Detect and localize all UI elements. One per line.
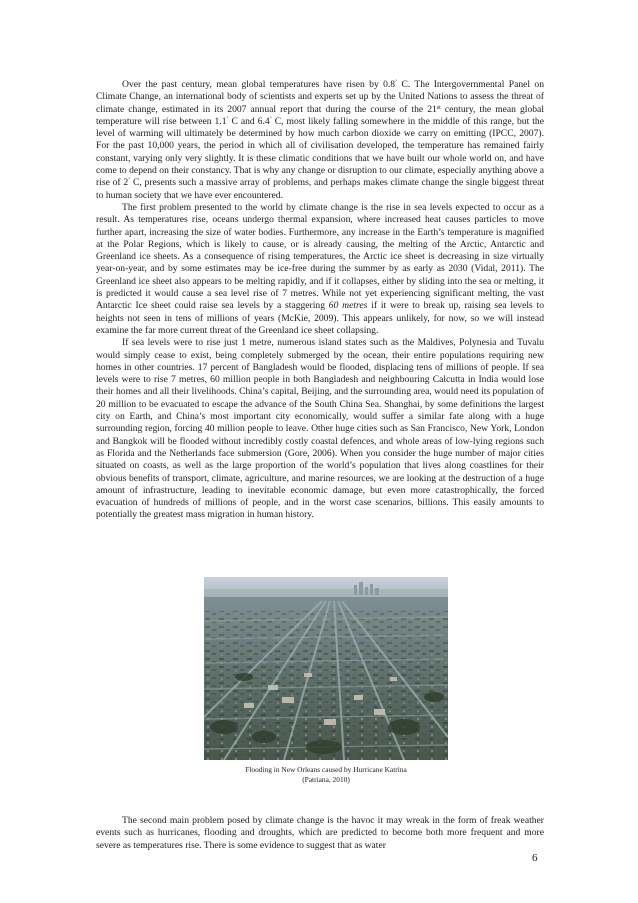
figure-caption	[200, 765, 452, 785]
page-number: 6	[532, 852, 538, 864]
body-text-top	[96, 79, 544, 522]
text-run: The first problem presented to the world by climate change is the rise in sea levels expected to occur as a result. As temperatures rise, oceans undergo thermal expansion, where increased heat causes particles to move further apart, increasing the size of water bodies. Furthermore, any increase in the Earth’s temperature is magnified at the Polar Regions, which is likely to cause, or is already causing, the melting of the Arctic, Antarctic and Greenland ice sheets. As a consequence of rising temperatures, the Arctic ice sheet is decreasing in size virtually year-on-year, and by some estimates may be ice-free during the summer by as early as 2030 (Vidal, 2011). The Greenland ice sheet also appears to be melting rapidly, and if it collapses, either by sliding into the sea or melting, it is predicted it would cause a sea level rise of 7 metres. While not yet experiencing significant melting, the vast Antarctic Ice sheet could raise sea levels by a staggering	[96, 201, 544, 312]
superscript: ˚	[395, 80, 398, 86]
text-run: C and 6.4	[228, 115, 270, 127]
text-run: century, the mean global temperature will rise between 1.1	[96, 103, 544, 127]
paragraph-temperature-rise	[96, 79, 544, 202]
text-run: C, most likely falling somewhere in the middle of this range, but the level of warming will ultimately be determined by how much carbon dioxide we carry on emitting (IPCC, 2007). For the past 10,000 years, the period in which all of civilisation developed, the temperature has remained fairly constant, varying only very slightly. It is these climatic conditions that we have built our whole world on, and have come to depend on their constancy. That is why any change or disruption to our climate, especially anything above a rise of 2	[96, 115, 544, 189]
paragraph-flooded-regions	[96, 337, 544, 521]
flood-photo	[204, 577, 448, 760]
text-run: If sea levels were to rise just 1 metre, numerous island states such as the Maldives, Polynesia and Tuvalu would simply cease to exist, being completely submerged by the ocean, their entire populations requiring new homes in other countries. 17 percent of Bangladesh would be flooded, displacing tens of millions of people. If sea levels were to rise 7 metres, 60 million people in both Bangladesh and neighbouring Calcutta in India would lose their homes and all their livelihoods. China’s capital, Beijing, and the surrounding area, would need its population of 20 million to be evacuated to escape the advance of the South China Sea. Shanghai, by some definitions the largest city on Earth, and China’s most important city economically, would suffer a similar fate along with a huge surrounding region, forcing 40 million people to leave. Other huge cities such as San Francisco, New York, London and Bangkok will be flooded without incredibly costly coastal defences, and whole areas of low-lying regions such as Florida and the Netherlands face submersion (Gore, 2006). When you consider the huge number of major cities situated on coasts, as well as the large proportion of the world’s population that lives along coastlines for their obvious benefits of transport, climate, agriculture, and marine resources, we are looking at the destruction of a huge amount of infrastructure, leading to inevitable economic damage, but even more catastrophically, the forced evacuation of hundreds of millions of people, and in the worst case scenarios, billions. This easily amounts to potentially the greatest mass migration in human history.	[96, 337, 544, 521]
text-run: if it were to break up, raising sea levels to heights not seen in tens of millions of years (McKie, 2009). This appears unlikely, for now, so we will instead examine the far more current threat of the Greenland ice sheet collapsing.	[96, 300, 545, 336]
text-run: C. The Intergovernmental Panel on Climate Change, an international body of scientists and experts set up by the United Nations to assess the threat of climate change, estimated in its 2007 annual report that during the course of the 21	[96, 79, 544, 115]
superscript: ˚	[226, 116, 229, 123]
caption-title: Flooding in New Orleans caused by Hurricane Katrina	[245, 765, 407, 774]
flood-photo-image	[204, 577, 448, 760]
text-run: Over the past century, mean global temperatures have risen by 0.8	[122, 79, 396, 90]
paragraph-sea-levels	[96, 202, 544, 337]
body-text-bottom	[96, 815, 544, 852]
paragraph-weather-events: The second main problem posed by climate change is the havoc it may wreak in the form of freak weather events such as hurricanes, flooding and droughts, which are predicted to become both more frequent and more severe as temperatures rise. There is some evidence to suggest that as water	[96, 815, 544, 851]
superscript: st	[436, 104, 441, 111]
superscript: ˚	[269, 116, 272, 123]
superscript: ˚	[128, 178, 131, 185]
caption-source: (Patriana, 2010)	[302, 775, 350, 784]
emphasis: 60 metres	[328, 300, 368, 312]
text-run: C, presents such a massive array of problems, and perhaps makes climate change the single biggest threat to human society that we have ever encountered.	[96, 177, 545, 201]
